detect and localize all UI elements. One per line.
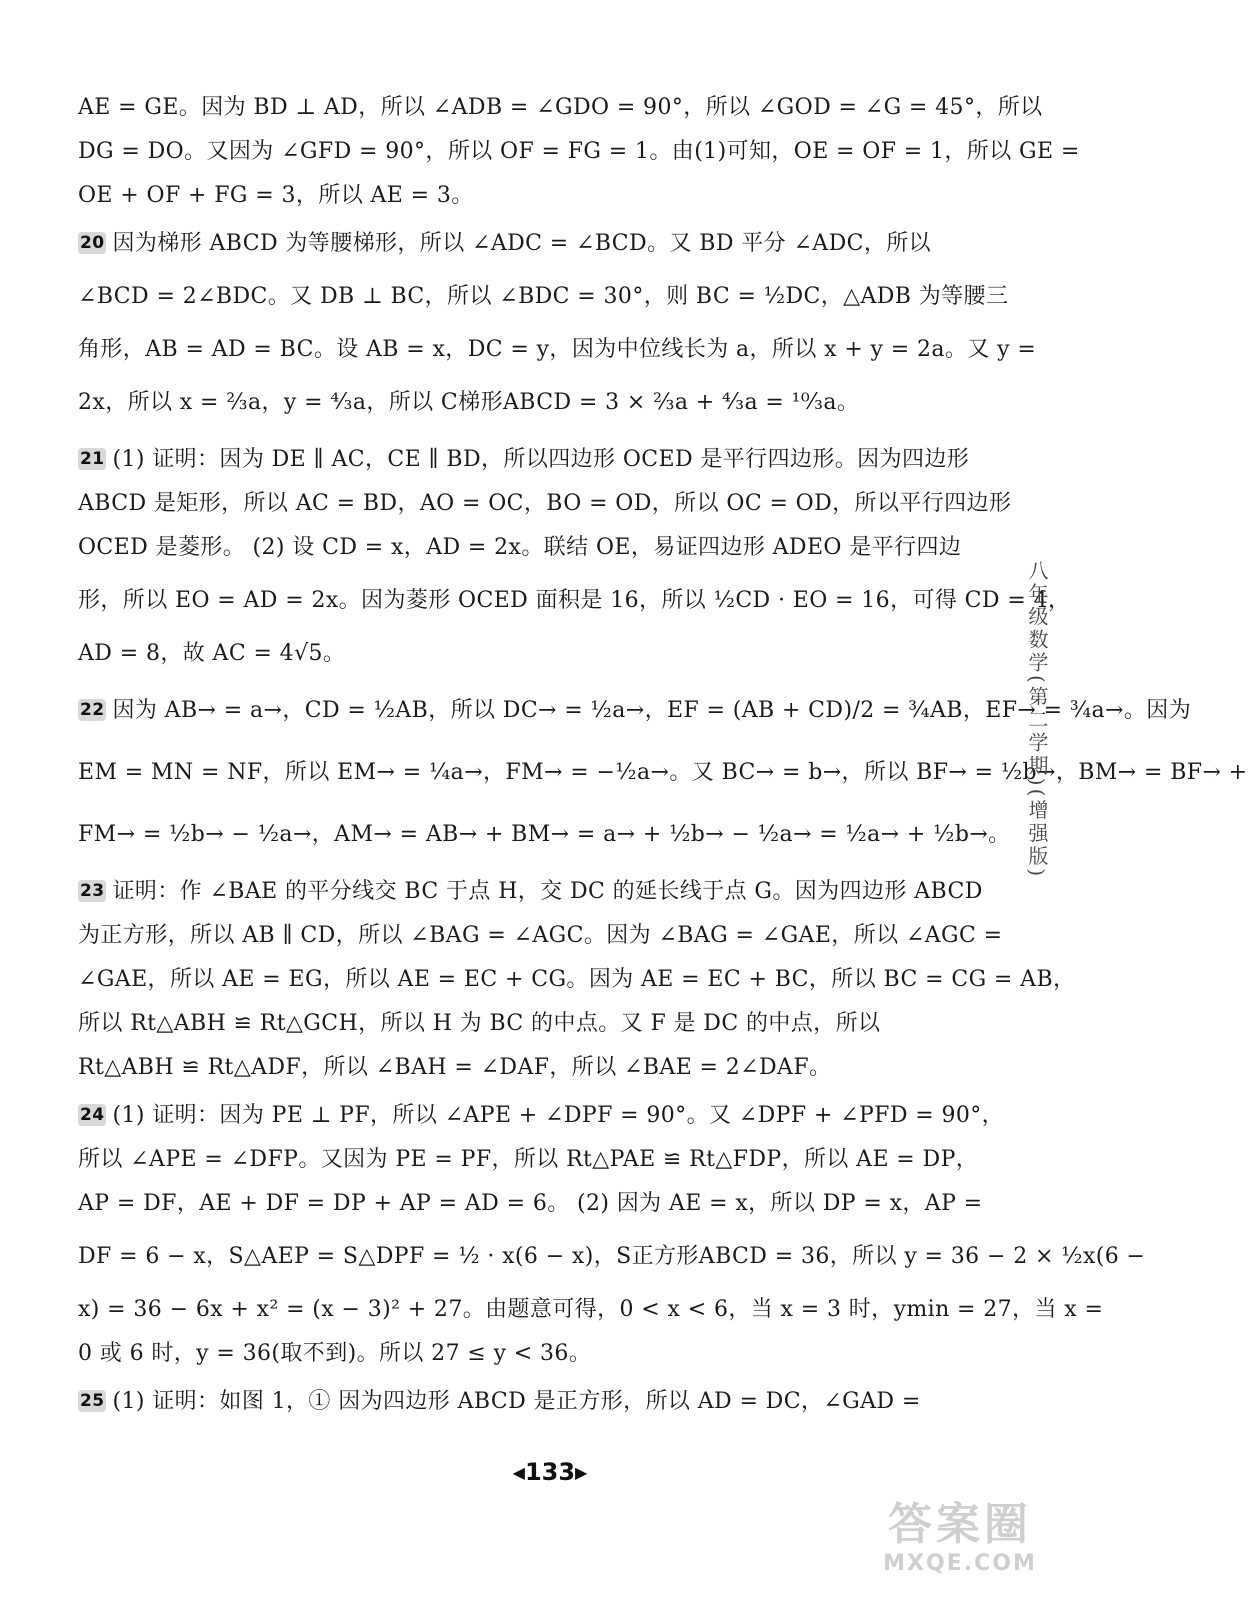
text-line: 2x，所以 x = ⅔a，y = ⁴⁄₃a，所以 C梯形ABCD = 3 × ⅔a + ⁴⁄₃a = ¹⁰⁄₃a。 xyxy=(78,390,860,415)
side-book-label: 八年级数学(第二学期)(增强版) xyxy=(1025,560,1049,880)
text-line: OCED 是菱形。 (2) 设 CD = x，AD = 2x。联结 OE，易证四边形 ADEO 是平行四边 xyxy=(78,535,962,560)
problem-number-20: 20 xyxy=(80,233,105,253)
text-line: 所以 ∠APE = ∠DFP。又因为 PE = PF，所以 Rt△PAE ≌ Rt△FDP，所以 AE = DP， xyxy=(78,1147,979,1172)
text-line: DG = DO。又因为 ∠GFD = 90°，所以 OF = FG = 1。由(1)可知，OE = OF = 1，所以 GE = xyxy=(78,139,1080,164)
problem-25-line xyxy=(78,1380,978,1424)
problem-number-24: 24 xyxy=(80,1105,105,1125)
text-line: ABCD 是矩形，所以 AC = BD，AO = OC，BO = OD，所以 OC = OD，所以平行四边形 xyxy=(78,491,1012,516)
text-line: AE = GE。因为 BD ⊥ AD，所以 ∠ADB = ∠GDO = 90°，所以 ∠GOD = ∠G = 45°，所以 xyxy=(78,95,1043,120)
text-line: OE + OF + FG = 3，所以 AE = 3。 xyxy=(78,183,474,208)
text-line: 因为 AB→ = a→，CD = ½AB，所以 DC→ = ½a→，EF = (AB + CD)/2 = ¾AB，EF→ = ¾a→。因为 xyxy=(112,698,1192,723)
watermark xyxy=(860,1500,1060,1578)
problem-22-line xyxy=(78,680,1192,742)
text-line: 角形，AB = AD = BC。设 AB = x，DC = y，因为中位线长为 a，所以 x + y = 2a。又 y = xyxy=(78,337,1037,362)
text-line: 0 或 6 时，y = 36(取不到)。所以 27 ≤ y < 36。 xyxy=(78,1341,592,1366)
problem-23-line xyxy=(78,870,983,914)
problem-number-21: 21 xyxy=(80,449,105,469)
page-number xyxy=(0,1458,1100,1486)
text-line: (1) 证明：因为 DE ∥ AC，CE ∥ BD，所以四边形 OCED 是平行四边形。因为四边形 xyxy=(112,447,970,472)
page-number-value: 133 xyxy=(524,1458,576,1486)
text-line: 所以 Rt△ABH ≌ Rt△GCH，所以 H 为 BC 的中点。又 F 是 DC 的中点，所以 xyxy=(78,1011,881,1036)
text-line: AD = 8，故 AC = 4√5。 xyxy=(78,641,346,666)
text-line: AP = DF，AE + DF = DP + AP = AD = 6。 (2) 因为 AE = x，所以 DP = x，AP = xyxy=(78,1191,983,1216)
text-line: FM→ = ½b→ − ½a→，AM→ = AB→ + BM→ = a→ + ½b→ − ½a→ = ½a→ + ½b→。 xyxy=(78,822,1011,847)
problem-21-line xyxy=(78,438,978,482)
text-line: (1) 证明：因为 PE ⊥ PF，所以 ∠APE + ∠DPF = 90°。又 ∠DPF + ∠PFD = 90°， xyxy=(112,1103,1005,1128)
text-line: 证明：作 ∠BAE 的平分线交 BC 于点 H，交 DC 的延长线于点 G。因为四边形 ABCD xyxy=(112,879,983,904)
text-line: Rt△ABH ≌ Rt△ADF，所以 ∠BAH = ∠DAF，所以 ∠BAE = 2∠DAF。 xyxy=(78,1055,832,1080)
text-line: ∠BCD = 2∠BDC。又 DB ⊥ BC，所以 ∠BDC = 30°，则 BC = ½DC，△ADB 为等腰三 xyxy=(78,284,1009,309)
problem-number-22: 22 xyxy=(80,700,105,720)
text-line: (1) 证明：如图 1，① 因为四边形 ABCD 是正方形，所以 AD = DC，∠GAD = xyxy=(112,1389,921,1414)
watermark-text: 答案圈 xyxy=(888,1499,1032,1550)
text-line: 因为梯形 ABCD 为等腰梯形，所以 ∠ADC = ∠BCD。又 BD 平分 ∠ADC，所以 xyxy=(112,231,932,256)
text-line: ∠GAE，所以 AE = EG，所以 AE = EC + CG。因为 AE = EC + BC，所以 BC = CG = AB， xyxy=(78,967,1076,992)
watermark-url: MXQE.COM xyxy=(883,1551,1037,1576)
text-line: DF = 6 − x，S△AEP = S△DPF = ½ · x(6 − x)，S正方形ABCD = 36，所以 y = 36 − 2 × ½x(6 − xyxy=(78,1244,1146,1269)
text-line: 为正方形，所以 AB ∥ CD，所以 ∠BAG = ∠AGC。因为 ∠BAG = ∠GAE，所以 ∠AGC = xyxy=(78,923,1003,948)
problem-24-line xyxy=(78,1094,1005,1138)
text-line: 形，所以 EO = AD = 2x。因为菱形 OCED 面积是 16，所以 ½CD · EO = 16，可得 CD = 4， xyxy=(78,588,1071,613)
text-line: x) = 36 − 6x + x² = (x − 3)² + 27。由题意可得，0 < x < 6，当 x = 3 时，ymin = 27，当 x = xyxy=(78,1297,1104,1322)
text-line: EM = MN = NF，所以 EM→ = ¼a→，FM→ = −½a→。又 BC→ = b→，所以 BF→ = ½b→，BM→ = BF→ + xyxy=(78,760,1248,785)
right-triangle-icon: ▶ xyxy=(575,1463,588,1482)
left-triangle-icon: ◀ xyxy=(512,1463,525,1482)
problem-number-25: 25 xyxy=(80,1391,105,1411)
problem-number-23: 23 xyxy=(80,881,105,901)
problem-20-line xyxy=(78,222,978,266)
